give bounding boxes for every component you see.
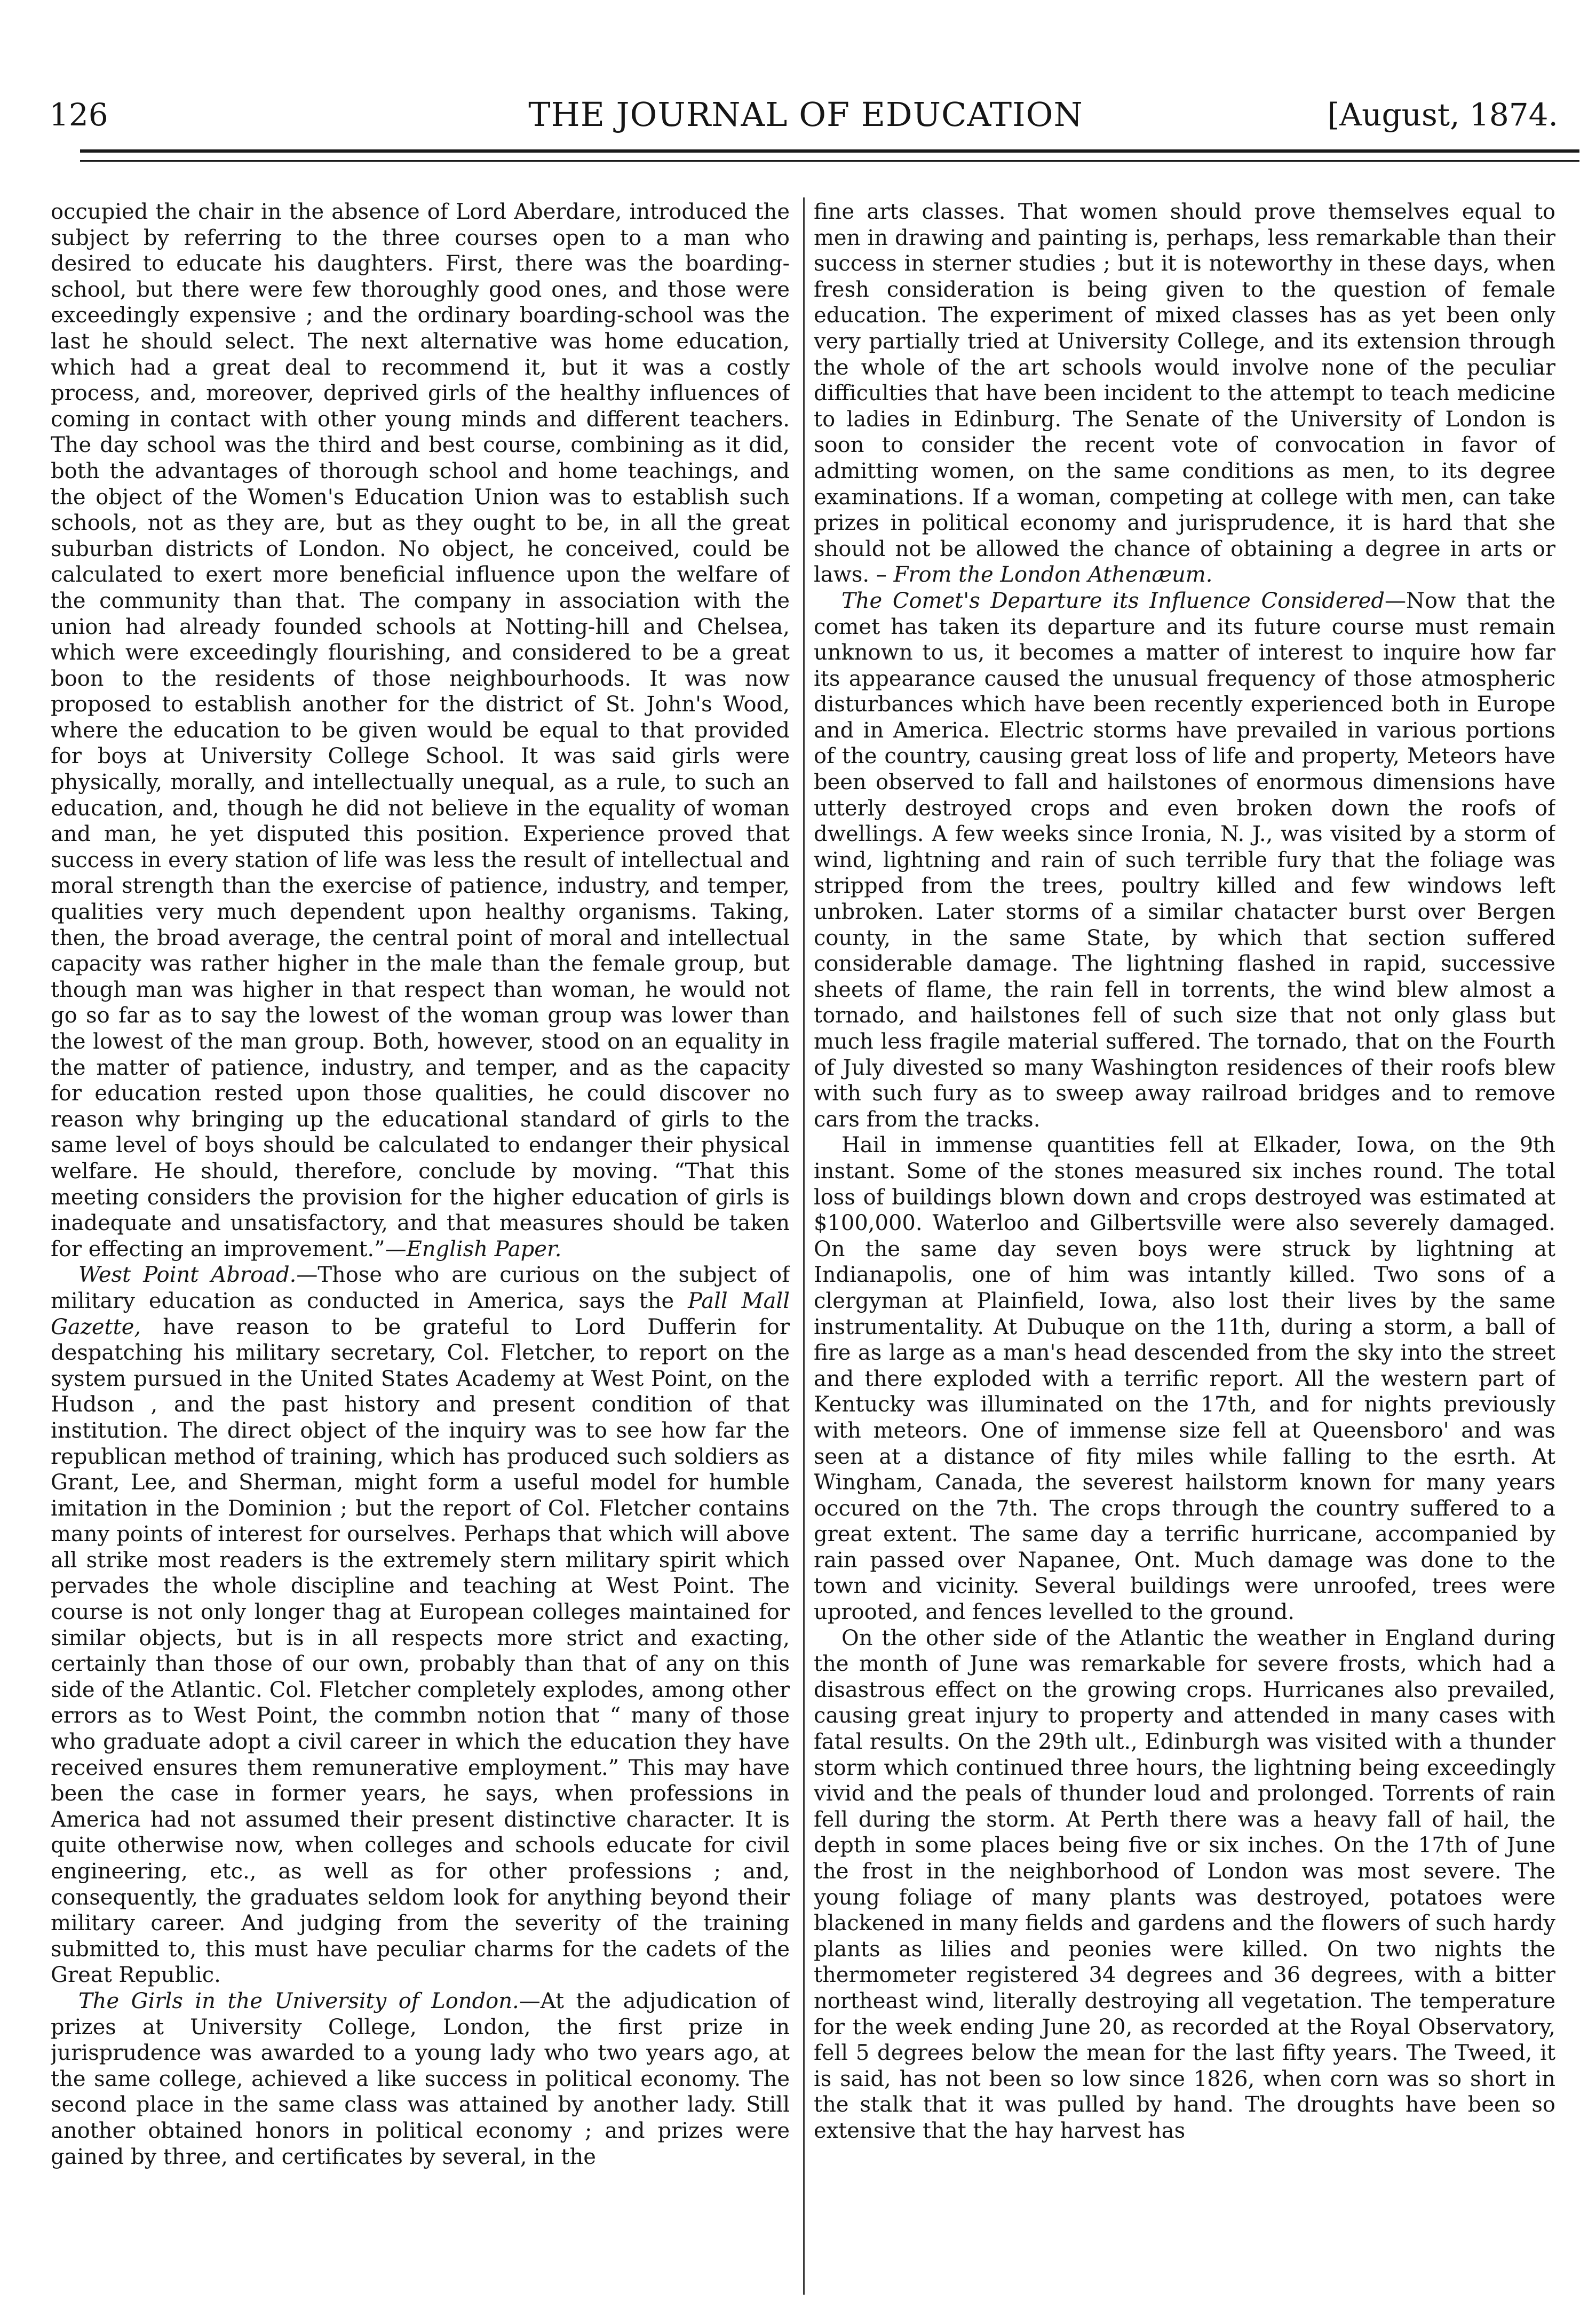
article-text: occupied the chair in the absence of Lord Aberdare, introduced the subject by referring to the three courses open to a man who desired to educate his daughters. First, there was the boarding-school, but there were few thoroughly good ones, and those were exceedingly expensive ; and the ordinary boarding-school was the last he should select. The next alternative was home education, which had a great deal to recommend it, but it was a costly process, and, moreover, deprived girls of the healthy influences of coming in contact with other young minds and different teachers. The day school was the third and best course, combining as it did, both the advantages of thorough school and home teachings, and the object of the Women's Education Union was to establish such schools, not as they are, but as they ought to be, in all the great suburban districts of London. No object, he conceived, could be calculated to exert more beneficial influence upon the welfare of the community than that. The company in association with the union had already founded schools at Notting-hill and Chelsea, which were exceedingly flourishing, and considered to be a great boon to the residents of those neighbourhoods. It was now proposed to establish another for the district of St. John's Wood, where the education to be given would be equal to that provided for boys at University College School. It was said girls were physically, morally, and intellectually unequal, as a rule, to such an education, and, though he did not believe in the equality of woman and man, he yet disputed this position. Experience proved that success in every station of life was less the result of intellectual and moral strength than the exercise of patience, industry, and temper, qualities very much dependent upon healthy organisms. Taking, then, the broad average, the central point of moral and intellectual capacity was rather higher in the male than the female group, but though man was higher in that respect than woman, he would not go so far as to say the lowest of the woman group was lower than the lowest of the man group. Both, however, stood on an equality in the matter of patience, industry, and temper, and as the capacity for education rested upon those qualities, he could discover no reason why bringing up the educational standard of girls to the same level of boys should be calculated to endanger their physical welfare. He should, therefore, conclude by moving. “That this meeting considers the provision for the higher education of girls is inadequate and unsatisfactory, and that measures should be taken for effecting an improvement.”— <box>51 200 790 1262</box>
issue-date: [August, 1874. <box>1327 97 1558 133</box>
source-credit: English Paper. <box>406 1236 562 1262</box>
article-girls-university-cont <box>814 199 1555 588</box>
article-heading: The Comet's Departure its Influence Considered <box>841 588 1385 613</box>
header-rule-thin <box>80 160 1579 162</box>
header-rule-thick <box>80 149 1579 153</box>
article-heading: West Point Abroad. <box>78 1263 297 1288</box>
article-text: —At the adjudication of prizes at University College, London, the first prize in jurisprudence was awarded to a young lady who two years ago, at the same college, achieved a like success in political economy. The second place in the same class was attained by another lady. Still another obtained honors in political economy ; and prizes were gained by three, and certificates by several, in the <box>51 1988 790 2169</box>
article-hail-paragraph: Hail in immense quantities fell at Elkader, Iowa, on the 9th instant. Some of the stones measured six inches round. The total loss of buildings blown down and crops destroyed was estimated at $100,000. Waterloo and Gilbertsville were also severely damaged. On the same day seven boys were struck by lightning at Indianapolis, one of him was intantly killed. Two sons of a clergyman at Plainfield, Iowa, also lost their lives by the same instrumentality. At Dubuque on the 11th, during a storm, a ball of fire as large as a man's head descended from the sky into the street and there exploded with a terrific report. All the western part of Kentucky was illuminated on the 17th, and for nights previously with meteors. One of immense size fell at Queensboro' and was seen at a distance of fity miles while falling to the esrth. At Wingham, Canada, the severest hailstorm known for many years occured on the 7th. The crops through the country suffered to a great extent. The same day a terrific hurricane, accompanied by rain passed over Napanee, Ont. Much damage was done to the town and vicinity. Several buildings were unroofed, trees were uprooted, and fences levelled to the ground. <box>814 1133 1555 1625</box>
left-column <box>51 199 790 2320</box>
article-text: have reason to be grateful to Lord Dufferin for despatching his military secretary, Col. Fletcher, to report on the system pursued in the United States Academy at West Point, on the Hudson , and the past history and present condition of that institution. The direct object of the inquiry was to see how far the republican method of training, which has produced such soldiers as Grant, Lee, and Sherman, might form a useful model for humble imitation in the Dominion ; but the report of Col. Fletcher contains many points of interest for ourselves. Perhaps that which will above all strike most readers is the extremely stern military spirit which pervades the whole discipline and teaching at West Point. The course is not only longer thag at European colleges maintained for similar objects, but is in all respects more strict and exacting, certainly than those of our own, probably than that of any on this side of the Atlantic. Col. Fletcher completely explodes, among other errors as to West Point, the commbn notion that “ many of those who graduate adopt a civil career in which the education they have received ensures them remunerative employment.” This may have been the case in former years, he says, when professions in America had not assumed their present distinctive character. It is quite otherwise now, when colleges and schools educate for civil engineering, etc., as well as for other professions ; and, consequently, the graduates seldom look for anything beyond their military career. And judging from the severity of the training submitted to, this must have peculiar charms for the cadets of the Great Republic. <box>51 1314 790 1988</box>
journal-title: THE JOURNAL OF EDUCATION <box>528 95 1083 134</box>
publication-name: Pall Mall Gazette, <box>51 1288 790 1339</box>
article-women-education-union <box>51 199 790 1262</box>
column-divider <box>803 197 805 2295</box>
running-head <box>43 93 1569 141</box>
right-column <box>814 199 1555 2320</box>
article-comet-departure <box>814 588 1555 1132</box>
article-text: —Those who are curious on the subject of military education as conducted in America, says the <box>51 1263 790 1313</box>
article-text: —Now that the comet has taken its departure and its future course must remain unknown to us, it becomes a matter of interest to inquire how far its appearance caused the unusual frequency of those atmospheric disturbances which have been recently experienced both in Europe and in America. Electric storms have prevailed in various portions of the country, causing great loss of life and property, Meteors have been observed to fall and hailstones of enormous dimensions have utterly destroyed crops and even broken down the roofs of dwellings. A few weeks since Ironia, N. J., was visited by a storm of wind, lightning and rain of such terrible fury that the foliage was stripped from the trees, poultry killed and few windows left unbroken. Later storms of a similar chatacter burst over Bergen county, in the same State, by which that section suffered considerable damage. The lightning flashed in rapid, successive sheets of flame, the rain fell in torrents, the wind blew almost a tornado, and hailstones fell of such size that not only glass but much less fragile material suffered. The tornado, that on the Fourth of July divested so many Washington residences of their roofs blew with such fury as to sweep away railroad bridges and to remove cars from the tracks. <box>814 588 1555 1132</box>
article-england-weather: On the other side of the Atlantic the weather in England during the month of June was remarkable for severe frosts, which had a disastrous effect on the growing crops. Hurricanes also prevailed, causing great injury to property and attended in many cases with fatal results. On the 29th ult., Edinburgh was visited with a thunder storm which continued three hours, the lightning being exceedingly vivid and the peals of thunder loud and prolonged. Torrents of rain fell during the storm. At Perth there was a heavy fall of hail, the depth in some places being five or six inches. On the 17th of June the frost in the neighborhood of London was most severe. The young foliage of many plants was destroyed, potatoes were blackened in many fields and gardens and the flowers of such hardy plants as lilies and peonies were killed. On two nights the thermometer registered 34 degrees and 36 degrees, with a bitter northeast wind, literally destroying all vegetation. The temperature for the week ending June 20, as recorded at the Royal Observatory, fell 5 degrees below the mean for the last fifty years. The Tweed, it is said, has not been so low since 1826, when corn was so short in the stalk that it was pulled by hand. The droughts have been so extensive that the hay harvest has <box>814 1625 1555 2143</box>
article-text: fine arts classes. That women should prove themselves equal to men in drawing and painting is, perhaps, less remarkable than their success in sterner studies ; but it is noteworthy in these days, when fresh consideration is being given to the question of female education. The experiment of mixed classes has as yet been only very partially tried at University College, and its extension through the whole of the art schools would involve none of the peculiar difficulties that have been incident to the attempt to teach medicine to ladies in Edinburg. The Senate of the University of London is soon to consider the recent vote of convocation in favor of admitting women, on the same conditions as men, to its degree examinations. If a woman, competing at college with men, can take prizes in political economy and jurisprudence, it is hard that she should not be allowed the chance of obtaining a degree in arts or laws. – <box>814 200 1555 588</box>
article-west-point <box>51 1262 790 1988</box>
page-number: 126 <box>49 97 108 133</box>
article-girls-university <box>51 1988 790 2170</box>
source-credit: From the London Athenæum. <box>893 562 1213 588</box>
article-heading: The Girls in the University of London. <box>78 1988 519 2013</box>
